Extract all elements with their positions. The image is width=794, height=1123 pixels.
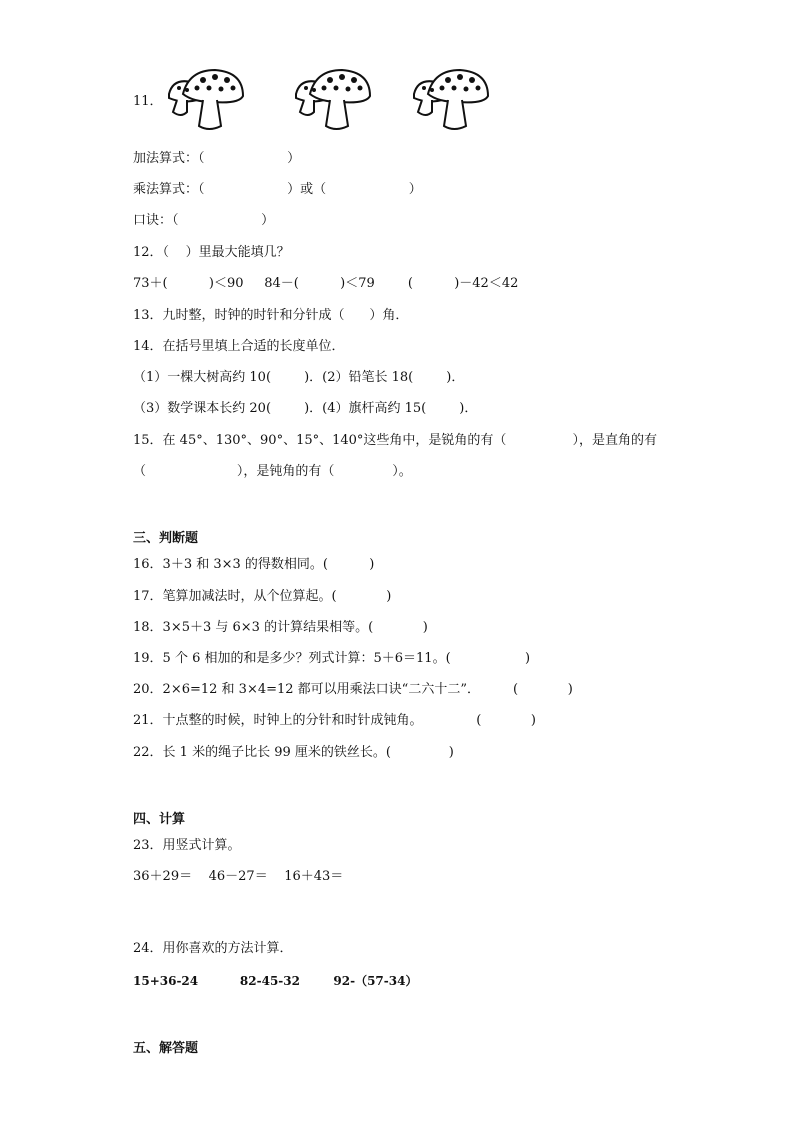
q21-text: 21．十点整的时候，时钟上的分针和时针成钝角。 ( ) [133,713,536,728]
q11-rhyme: 口诀：（ ） [133,213,275,228]
q23-expressions: 36＋29＝ 46－27＝ 16＋43＝ [133,869,344,884]
mushroom-image-2 [290,68,375,132]
q11-multiplication: 乘法算式：（ ）或（ ） [133,182,422,197]
q17-text: 17．笔算加减法时，从个位算起。( ) [133,589,392,604]
q22-text: 22．长 1 米的绳子比长 99 厘米的铁丝长。( ) [133,745,454,760]
q13-text: 13．九时整，时钟的时针和分针成（ ）角． [133,308,409,323]
q12-expressions: 73＋( )＜90 84－( )＜79 ( )－42＜42 [133,276,519,291]
section5-title: 五、解答题 [133,1041,199,1056]
q14-row1: （1）一棵大树高约 10( )．(2）铅笔长 18( )． [133,370,465,385]
q15-line2: （ ），是钝角的有（ ）。 [133,464,412,479]
mushroom-image-1 [163,68,248,132]
q14-title: 14．在括号里填上合适的长度单位． [133,339,345,354]
q23-title: 23．用竖式计算。 [133,838,241,853]
q12-title: 12．（ ）里最大能填几？ [133,245,290,260]
q14-row2: （3）数学课本长约 20( )．(4）旗杆高约 15( )． [133,401,478,416]
q19-text: 19．5 个 6 相加的和是多少？列式计算：5＋6＝11。( ) [133,651,531,666]
q18-text: 18．3×5＋3 与 6×3 的计算结果相等。( ) [133,620,428,635]
section4-title: 四、计算 [133,812,186,827]
q24-title: 24．用你喜欢的方法计算． [133,941,293,956]
q20-text: 20．2×6=12 和 3×4=12 都可以用乘法口诀“二六十二”． ( ) [133,682,573,697]
q16-text: 16．3＋3 和 3×3 的得数相同。( ) [133,557,375,572]
q15-line1: 15．在 45°、130°、90°、15°、140°这些角中，是锐角的有（ ），是直角的有 [133,433,658,448]
q24-expressions: 15+36-24 82-45-32 92-（57-34） [133,974,418,988]
section3-title: 三、判断题 [133,531,199,546]
mushroom-image-3 [408,68,493,132]
q11-number: 11． [133,94,163,109]
q11-addition: 加法算式：（ ） [133,151,301,166]
